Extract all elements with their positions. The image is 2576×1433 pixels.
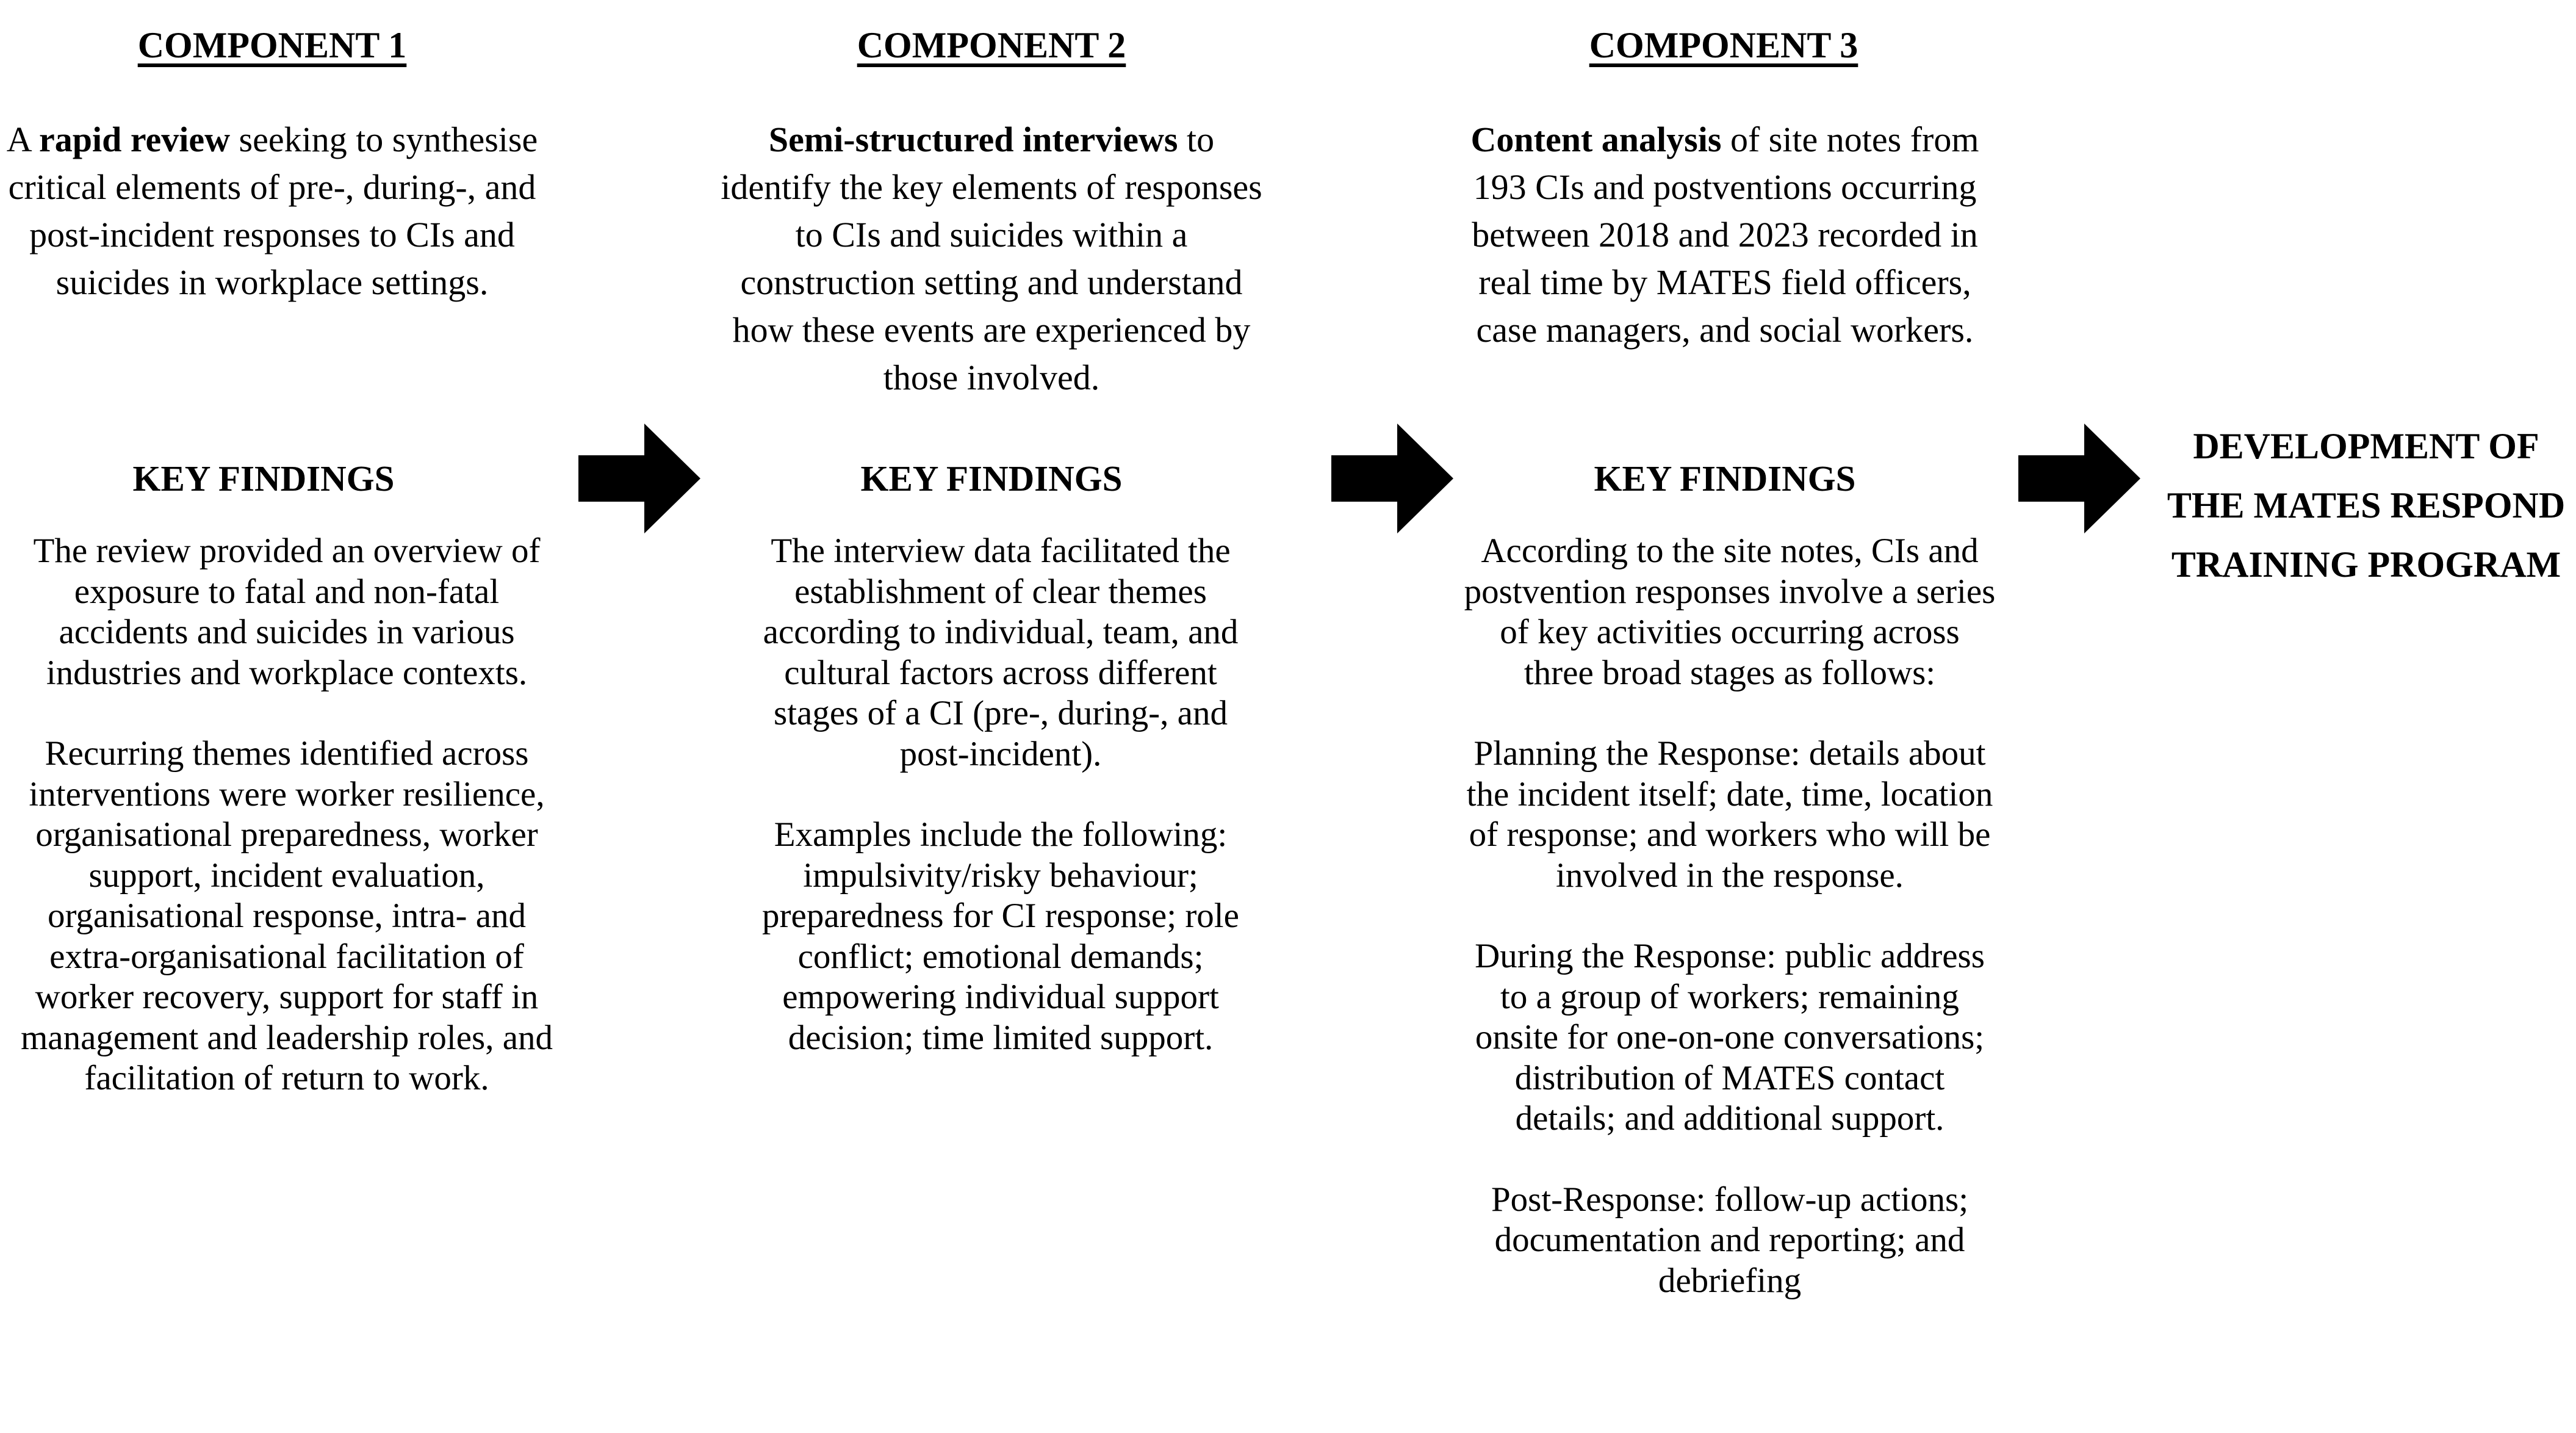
finding-text: According to the site notes, CIs and postvention responses involve a series of key activities occurring across three broad stages as follows:: [1464, 532, 1996, 692]
right-arrow-icon: [578, 424, 700, 533]
finding-stage-post: Post-Response: follow-up actions; documentation and reporting; and debriefing: [1491, 1180, 1969, 1300]
intro-bold-term: Content analysis: [1470, 120, 1722, 159]
outcome-line: THE MATES RESPOND: [2167, 485, 2566, 525]
finding-text: The review provided an overview of exposure to fatal and non-fatal accidents and suicides in various industries and workplace contexts.: [33, 532, 541, 692]
component-1-intro: [1, 116, 544, 306]
component-3-intro: [1450, 116, 1999, 354]
outcome-title: [2167, 417, 2565, 594]
intro-bold-term: rapid review: [38, 120, 231, 159]
intro-prefix: A: [6, 120, 39, 159]
component-3-findings: [1461, 531, 1998, 1341]
intro-bold-term: Semi-structured interviews: [768, 120, 1178, 159]
component-1-heading: COMPONENT 1: [137, 25, 407, 65]
component-1-key-findings-label: KEY FINDINGS: [132, 458, 395, 499]
right-arrow-icon: [1331, 424, 1453, 533]
finding-stage-planning: Planning the Response: details about the incident itself; date, time, location of response; and workers who will be involved in the response.: [1466, 734, 1993, 895]
component-3-key-findings-label: KEY FINDINGS: [1594, 458, 1856, 499]
outcome-line: TRAINING PROGRAM: [2171, 544, 2561, 585]
intro-suffix: of site notes from 193 CIs and postventions occurring between 2018 and 2023 recorded in real time by MATES field officers, case managers, and social workers.: [1472, 120, 1979, 350]
finding-stage-during: During the Response: public address to a group of workers; remaining onsite for one-on-one conversations; distribution of MATES contact details; and additional support.: [1475, 937, 1985, 1138]
intro-suffix: seeking to synthesise critical elements of pre-, during-, and post-incident responses to CIs and suicides in workplace settings.: [8, 120, 538, 302]
finding-text: Recurring themes identified across interventions were worker resilience, organisational preparedness, worker support, incident evaluation, organisational response, intra- and extra-organisational facilitation of worker recovery, support for staff in management and leadership roles, and facilitation of return to work.: [20, 734, 553, 1097]
component-2-findings: [741, 531, 1260, 1099]
outcome-line: DEVELOPMENT OF: [2193, 426, 2539, 466]
component-2-key-findings-label: KEY FINDINGS: [860, 458, 1123, 499]
intro-suffix: to identify the key elements of responses to CIs and suicides within a construction setting and understand how these events are experienced by those involved.: [721, 120, 1262, 397]
right-arrow-icon: [2018, 424, 2140, 533]
finding-text: Examples include the following: impulsivity/risky behaviour; preparedness for CI response; role conflict; emotional demands; empowering individual support decision; time limited support.: [762, 815, 1239, 1057]
component-1-findings: [18, 531, 555, 1139]
component-2-heading: COMPONENT 2: [857, 25, 1126, 65]
component-2-intro: [711, 116, 1272, 402]
component-3-heading: COMPONENT 3: [1589, 25, 1858, 65]
finding-text: The interview data facilitated the establishment of clear themes according to individual, team, and cultural factors across different stages of a CI (pre-, during-, and post-incident).: [763, 532, 1239, 773]
